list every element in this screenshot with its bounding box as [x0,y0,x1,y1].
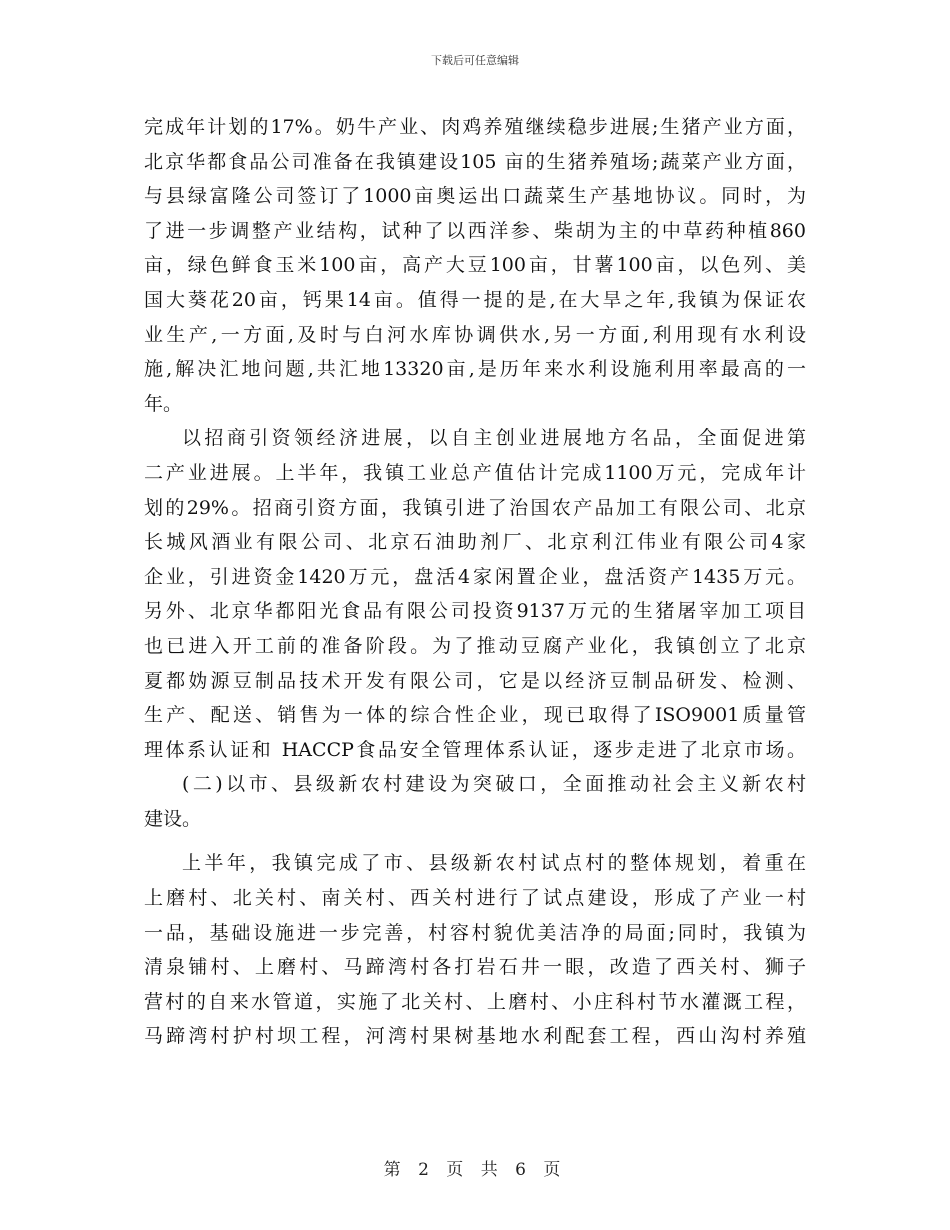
text-line: 一品，基础设施进一步完善，村容村貌优美洁净的局面;同时，我镇为 [144,921,806,944]
text-line: 施,解决汇地问题,共汇地13320亩,是历年来水利设施利用率最高的一 [144,358,806,381]
text-line: 生产、配送、销售为一体的综合性企业，现已取得了ISO9001质量管 [144,704,806,727]
text-line: 清泉铺村、上磨村、马蹄湾村各打岩石井一眼，改造了西关村、狮子 [144,956,806,979]
text-line: 国大葵花20亩，钙果14亩。值得一提的是,在大旱之年,我镇为保证农 [144,288,806,311]
text-line: (二)以市、县级新农村建设为突破口，全面推动社会主义新农村 [182,773,806,796]
text-line: 企业，引进资金1420万元，盘活4家闲置企业，盘活资产1435万元。 [144,565,806,588]
text-line: 年。 [144,392,183,415]
paragraph-4 [144,846,806,1054]
text-line: 也已进入开工前的准备阶段。为了推动豆腐产业化，我镇创立了北京 [144,634,806,657]
document-body [144,110,806,1054]
text-line: 二产业进展。上半年，我镇工业总产值估计完成1100万元，完成年计 [144,461,806,484]
text-line: 另外、北京华都阳光食品有限公司投资9137万元的生猪屠宰加工项目 [144,600,806,623]
text-line: 建设。 [144,807,202,830]
text-line: 上磨村、北关村、南关村、西关村进行了试点建设，形成了产业一村 [144,887,806,910]
text-line: 业生产,一方面,及时与白河水库协调供水,另一方面,利用现有水利设 [144,323,806,346]
text-line: 北京华都食品公司准备在我镇建设105 亩的生猪养殖场;蔬菜产业方面， [144,150,806,173]
text-line: 理体系认证和 HACCP食品安全管理体系认证，逐步走进了北京市场。 [144,738,806,761]
text-line: 划的29%。招商引资方面，我镇引进了治国农产品加工有限公司、北京 [144,496,806,519]
text-line: 以招商引资领经济进展，以自主创业进展地方名品，全面促进第 [182,427,806,450]
paragraph-1 [144,110,806,421]
text-line: 马蹄湾村护村坝工程，河湾村果树基地水利配套工程，西山沟村养殖 [144,1025,806,1048]
page-header: 下载后可任意编辑 [431,54,519,67]
text-line: 完成年计划的17%。奶牛产业、肉鸡养殖继续稳步进展;生猪产业方面， [144,116,806,138]
section-heading [144,767,806,836]
text-line: 亩，绿色鲜食玉米100亩，高产大豆100亩，甘薯100亩，以色列、美 [144,254,806,277]
text-line: 长城风酒业有限公司、北京石油助剂厂、北京利江伟业有限公司4家 [144,531,806,554]
text-line: 了进一步调整产业结构，试种了以西洋参、柴胡为主的中草药种植860 [144,219,806,242]
text-line: 与县绿富隆公司签订了1000亩奥运出口蔬菜生产基地协议。同时，为 [144,185,806,208]
paragraph-2 [144,421,806,767]
text-line: 上半年，我镇完成了市、县级新农村试点村的整体规划，着重在 [182,852,806,875]
text-line: 夏都妫源豆制品技术开发有限公司，它是以经济豆制品研发、检测、 [144,669,806,692]
page-number-footer: 第 2 页 共 6 页 [383,1160,567,1180]
text-line: 营村的自来水管道，实施了北关村、上磨村、小庄科村节水灌溉工程， [144,990,806,1013]
